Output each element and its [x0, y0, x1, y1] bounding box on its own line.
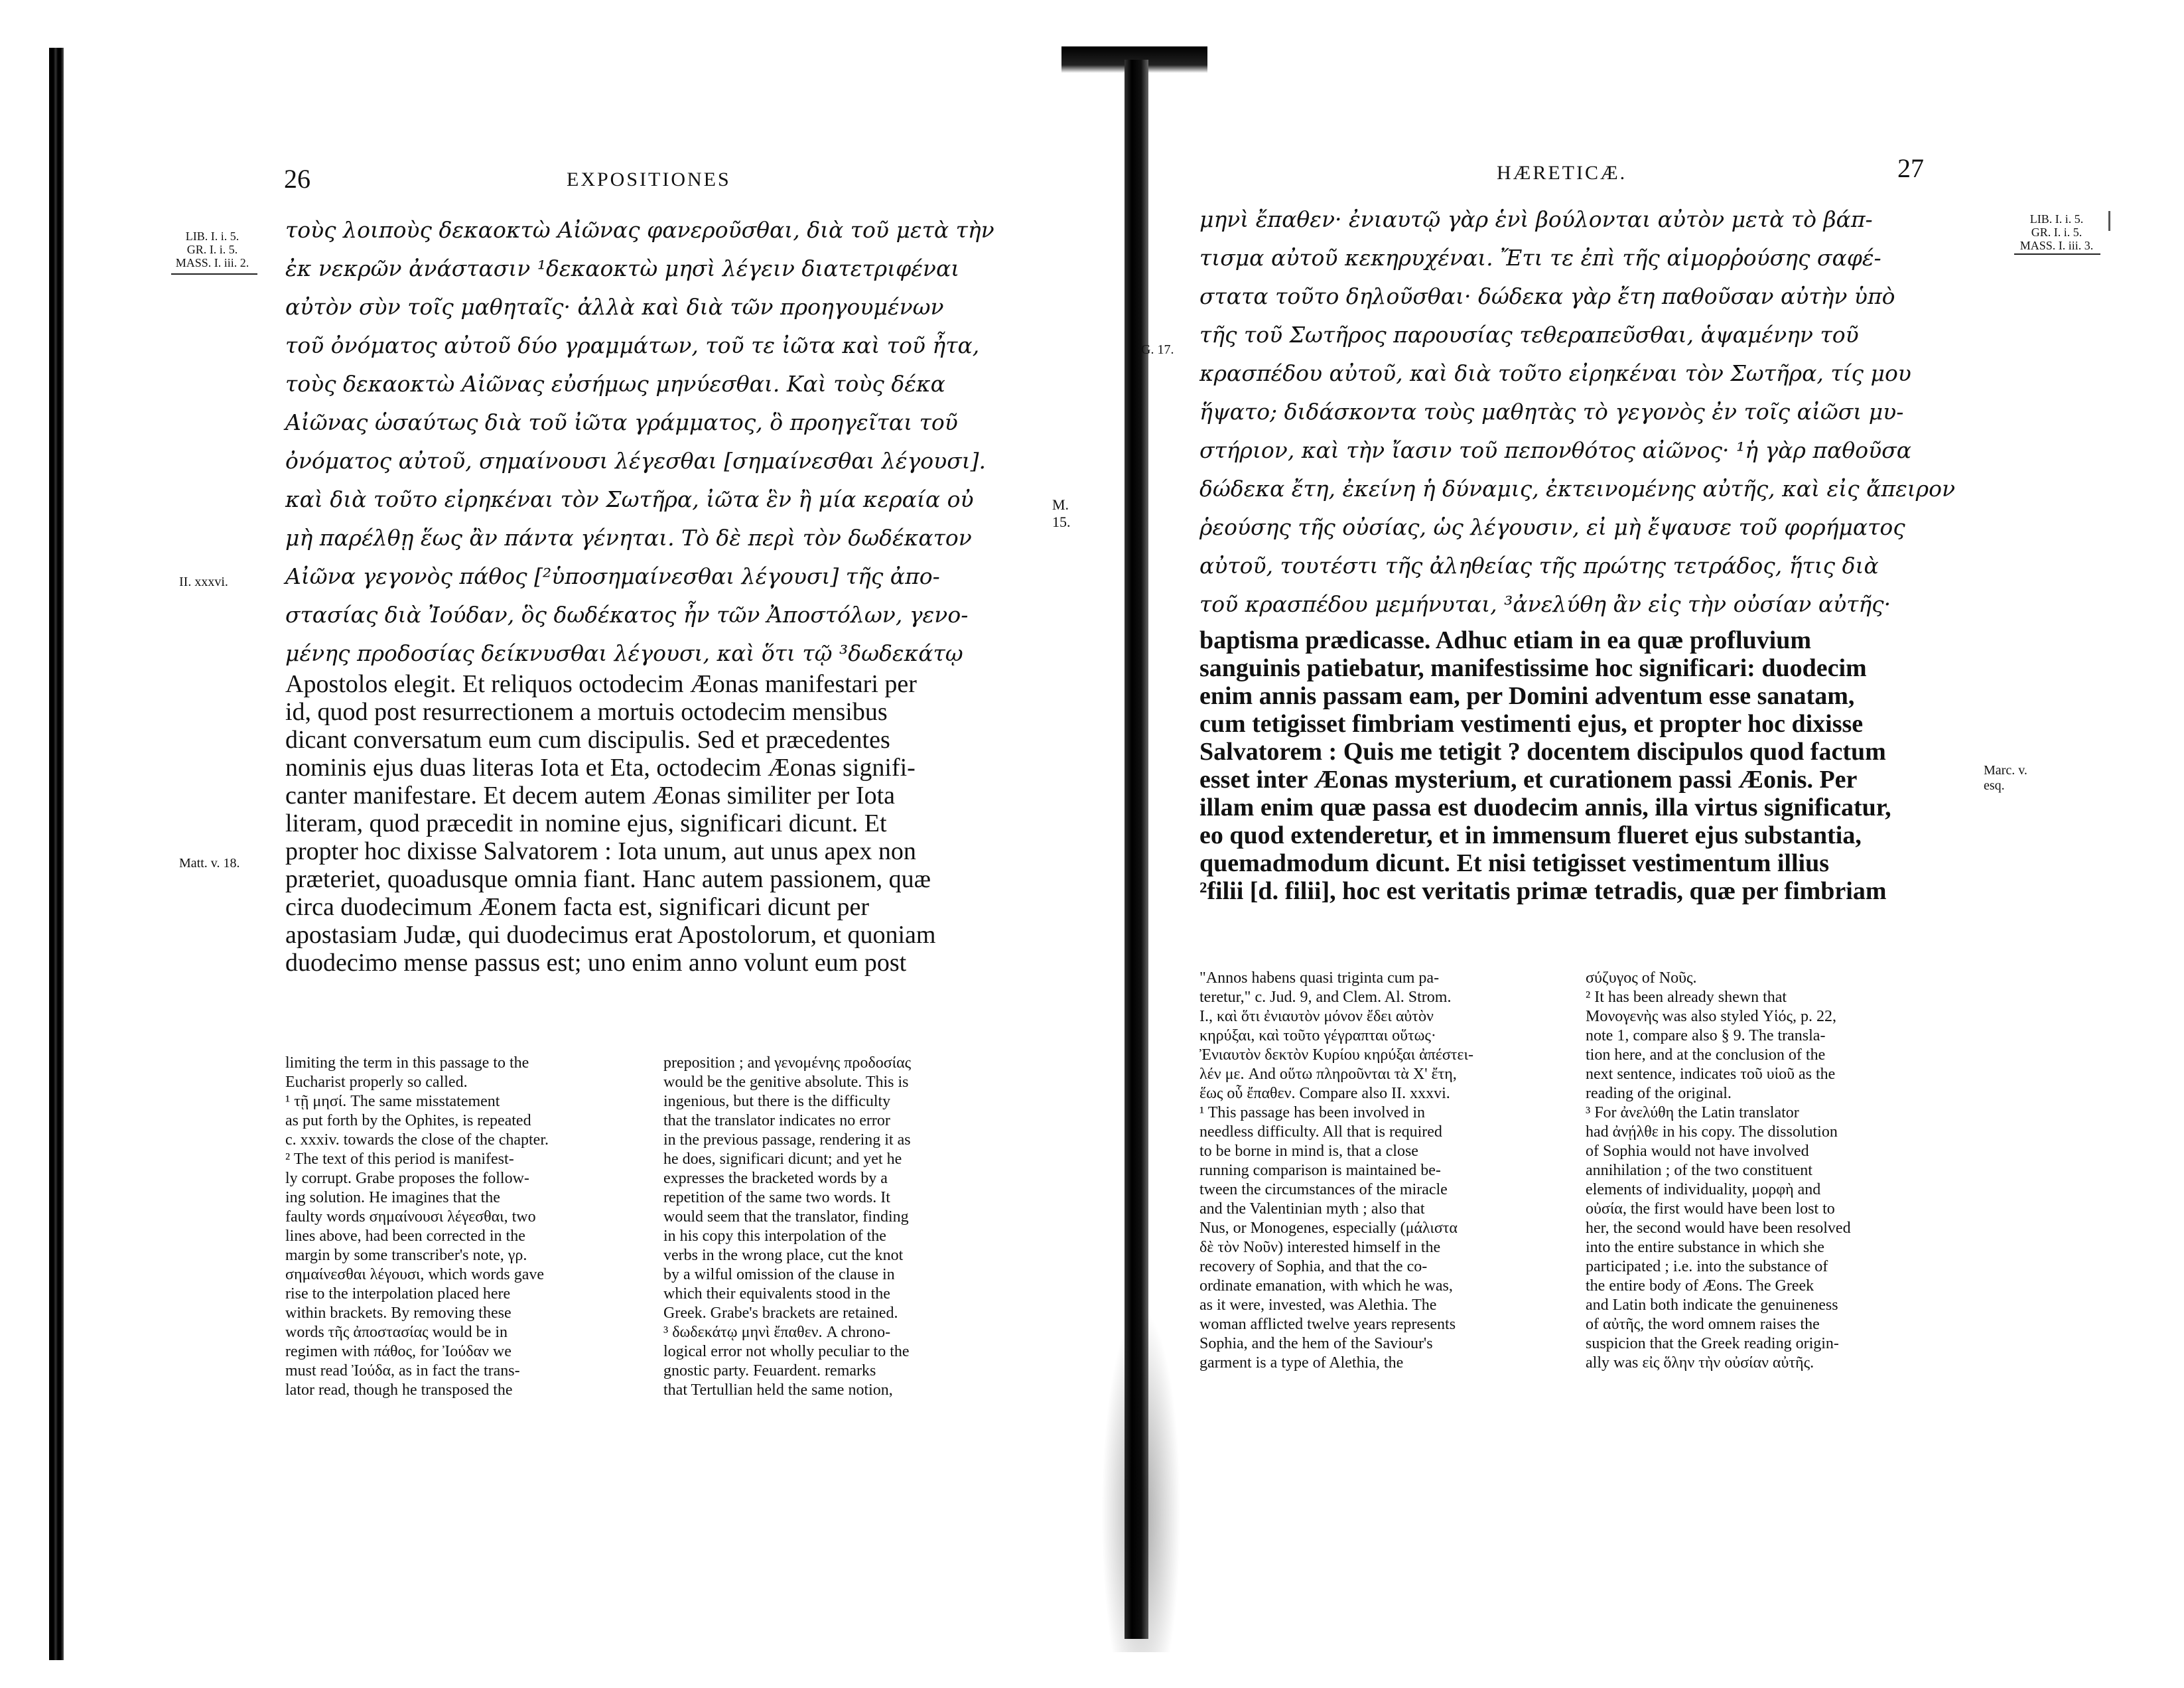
- margin-reference: LIB. I. i. 5. GR. I. i. 5. MASS. I. iii. 2.: [175, 230, 249, 269]
- greek-line: ῥεούσης τῆς οὐσίας, ὡς λέγουσιν, εἰ μὴ ἔψαυσε τοῦ φορήματος: [1199, 514, 1905, 540]
- latin-line: canter manifestare. Et decem autem Æonas similiter per Iota: [285, 782, 896, 809]
- latin-line: nominis ejus duas literas Iota et Eta, octodecim Æonas signifi-: [285, 754, 916, 782]
- footnote-line: in his copy this interpolation of the: [663, 1228, 886, 1245]
- footnote-line: σημαίνεσθαι λέγουσι, which words gave: [285, 1266, 544, 1283]
- footnote-line: ordinate emanation, with which he was,: [1199, 1277, 1453, 1295]
- greek-line: αὐτὸν σὺν τοῖς μαθηταῖς· ἀλλὰ καὶ διὰ τῶν προηγουμένων: [285, 294, 944, 320]
- footnote-line: which their equivalents stood in the: [663, 1285, 890, 1302]
- greek-line: τῆς τοῦ Σωτῆρος παρουσίας τεθεραπεῦσθαι, ἁψαμένην τοῦ: [1199, 322, 1859, 348]
- footnote-line: he does, significari dicunt; and yet he: [663, 1151, 902, 1168]
- margin-note-m15: M. 15.: [1052, 496, 1071, 530]
- footnote-line: teretur," c. Jud. 9, and Clem. Al. Strom.: [1199, 989, 1452, 1006]
- footnote-line: ³ For ἀνελύθη the Latin translator: [1586, 1104, 1799, 1121]
- greek-line: ἥψατο; διδάσκοντα τοὺς μαθητὰς τὸ γεγονὸς ἐν τοῖς αἰῶσι μυ-: [1199, 399, 1904, 425]
- footnote-line: "Annos habens quasi triginta cum pa-: [1199, 969, 1440, 987]
- footnote-line: limiting the term in this passage to the: [285, 1054, 529, 1072]
- footnote-line: verbs in the wrong place, cut the knot: [663, 1247, 904, 1264]
- margin-note-ii-xxxvi: II. xxxvi.: [179, 575, 228, 589]
- latin-line: eo quod extenderetur, et in immensum flueret ejus substantia,: [1199, 821, 1862, 849]
- footnote-line: as put forth by the Ophites, is repeated: [285, 1112, 531, 1129]
- footnote-line: of Sophia would not have involved: [1586, 1143, 1809, 1160]
- footnote-line: and the Valentinian myth ; also that: [1199, 1200, 1425, 1218]
- footnote-line: the entire body of Æons. The Greek: [1586, 1277, 1814, 1295]
- footnote-line: I., καὶ ὅτι ἐνιαυτὸν μόνον ἔδει αὐτὸν: [1199, 1008, 1434, 1025]
- greek-text-block: [1199, 200, 1955, 624]
- footnote-line: ing solution. He imagines that the: [285, 1189, 500, 1206]
- footnote-line: gnostic party. Feuardent. remarks: [663, 1362, 876, 1379]
- footnote-line: rise to the interpolation placed here: [285, 1285, 511, 1302]
- footnote-line: in the previous passage, rendering it as: [663, 1131, 911, 1149]
- footnote-line: had ἀνῄλθε in his copy. The dissolution: [1586, 1123, 1838, 1141]
- footnote-line: σύζυγος of Νοῦς.: [1586, 969, 1697, 987]
- latin-line: Apostolos elegit. Et reliquos octodecim Æonas manifestari per: [285, 670, 917, 698]
- footnote-line: reading of the original.: [1586, 1085, 1732, 1102]
- latin-line: baptisma prædicasse. Adhuc etiam in ea quæ profluvium: [1199, 626, 1811, 654]
- footnote-line: that the translator indicates no error: [663, 1112, 890, 1129]
- margin-note-matt: Matt. v. 18.: [179, 856, 240, 871]
- footnote-line: suspicion that the Greek reading origin-: [1586, 1335, 1839, 1352]
- latin-line: literam, quod præcedit in nomine ejus, significari dicunt. Et: [285, 809, 887, 837]
- margin-note-g17: G. 17.: [1141, 342, 1174, 357]
- greek-line: κρασπέδου αὐτοῦ, καὶ διὰ τοῦτο εἰρηκέναι τὸν Σωτῆρα, τίς μου: [1199, 360, 1911, 386]
- footnote-line: ally was εἰς ὅλην τὴν οὐσίαν αὐτῆς.: [1586, 1354, 1814, 1372]
- greek-line: αὐτοῦ, τουτέστι τῆς ἀληθείας τῆς πρώτης τετράδος, ἥτις διὰ: [1199, 553, 1879, 579]
- footnote-line: Μονογενὴς was also styled Υἱός, p. 22,: [1586, 1008, 1836, 1025]
- footnote-line: annihilation ; of the two constituent: [1586, 1162, 1812, 1179]
- footnote-line: ingenious, but there is the difficulty: [663, 1093, 891, 1110]
- latin-line: cum tetigisset fimbriam vestimenti ejus, et propter hoc dixisse: [1199, 710, 1864, 738]
- latin-line: quemadmodum dicunt. Et nisi tetigisset vestimentum illius: [1199, 849, 1830, 877]
- latin-line: illam enim quæ passa est duodecim annis, illa virtus significatur,: [1199, 794, 1891, 821]
- footnote-line: by a wilful omission of the clause in: [663, 1266, 895, 1283]
- footnote-line: lines above, had been corrected in the: [285, 1228, 525, 1245]
- greek-line: Αἰῶνας ὡσαύτως διὰ τοῦ ἰῶτα γράμματος, ὃ προηγεῖται τοῦ: [285, 409, 958, 435]
- left-spine-shadow: [49, 48, 64, 1660]
- footnote-line: lator read, though he transposed the: [285, 1381, 513, 1399]
- latin-text-block: [285, 670, 936, 977]
- footnote-line: ἕως οὗ ἔπαθεν. Compare also II. xxxvi.: [1199, 1085, 1450, 1102]
- footnote-line: note 1, compare also § 9. The transla-: [1586, 1027, 1826, 1044]
- greek-line: μηνὶ ἔπαθεν· ἐνιαυτῷ γὰρ ἑνὶ βούλονται αὐτὸν μετὰ τὸ βάπ-: [1199, 206, 1873, 232]
- footnote-line: running comparison is maintained be-: [1199, 1162, 1441, 1179]
- greek-line: στασίας διὰ Ἰούδαν, ὃς δωδέκατος ἦν τῶν Ἀποστόλων, γενο-: [285, 602, 969, 628]
- greek-text-block: [285, 211, 994, 673]
- footnote-line: participated ; i.e. into the substance of: [1586, 1258, 1828, 1275]
- latin-text-block: [1199, 626, 1891, 905]
- footnote-line: into the entire substance in which she: [1586, 1239, 1824, 1256]
- footnote-line: tween the circumstances of the miracle: [1199, 1181, 1448, 1198]
- footnote-line: ² It has been already shewn that: [1586, 989, 1787, 1006]
- footnote-line: c. xxxiv. towards the close of the chapter.: [285, 1131, 549, 1149]
- footnotes-column-1: [1199, 969, 1473, 1373]
- greek-line: τοὺς λοιποὺς δεκαοκτὼ Αἰῶνας φανεροῦσθαι, διὰ τοῦ μετὰ τὴν: [285, 217, 994, 243]
- footnote-line: tion here, and at the conclusion of the: [1586, 1046, 1826, 1064]
- latin-line: id, quod post resurrectionem a mortuis octodecim mensibus: [285, 698, 888, 726]
- footnote-line: repetition of the same two words. It: [663, 1189, 890, 1206]
- footnote-line: ¹ τῇ μησί. The same misstatement: [285, 1093, 500, 1110]
- greek-line: καὶ διὰ τοῦτο εἰρηκέναι τὸν Σωτῆρα, ἰῶτα ἓν ἢ μία κεραία οὐ: [285, 486, 974, 512]
- footnote-line: regimen with πάθος, for Ἰούδαν we: [285, 1343, 512, 1360]
- greek-line: τοὺς δεκαοκτὼ Αἰῶνας εὐσήμως μηνύεσθαι. Καὶ τοὺς δέκα: [285, 371, 945, 397]
- latin-line: Salvatorem : Quis me tetigit ? docentem discipulos quod factum: [1199, 738, 1886, 766]
- greek-line: μὴ παρέλθῃ ἕως ἂν πάντα γένηται. Τὸ δὲ περὶ τὸν δωδέκατον: [285, 525, 972, 551]
- footnote-line: would seem that the translator, finding: [663, 1208, 909, 1226]
- footnotes-column-2: [663, 1054, 911, 1400]
- footnote-line: next sentence, indicates τοῦ υἱοῦ as the: [1586, 1066, 1836, 1083]
- footnote-line: ² The text of this period is manifest-: [285, 1151, 514, 1168]
- footnote-line: Sophia, and the hem of the Saviour's: [1199, 1335, 1433, 1352]
- footnote-line: Eucharist properly so called.: [285, 1074, 468, 1091]
- footnote-line: Greek. Grabe's brackets are retained.: [663, 1304, 898, 1322]
- greek-line: ἐκ νεκρῶν ἀνάστασιν ¹δεκαοκτὼ μησὶ λέγειν διατετριφέναι: [285, 255, 960, 281]
- footnote-line: οὐσία, the first would have been lost to: [1586, 1200, 1835, 1218]
- footnote-line: Nus, or Monogenes, especially (μάλιστα: [1199, 1220, 1458, 1237]
- footnote-line: margin by some transcriber's note, γρ.: [285, 1247, 527, 1264]
- center-gutter-shadow: [1061, 46, 1207, 1665]
- latin-line: dicant conversatum eum cum discipulis. Sed et præcedentes: [285, 726, 890, 754]
- right-edge-mark: [2108, 211, 2110, 231]
- footnote-line: expresses the bracketed words by a: [663, 1170, 888, 1187]
- footnote-line: woman afflicted twelve years represents: [1199, 1316, 1456, 1333]
- footnote-line: must read Ἰούδα, as in fact the trans-: [285, 1362, 520, 1379]
- footnote-line: as it were, invested, was Alethia. The: [1199, 1297, 1437, 1314]
- footnote-line: garment is a type of Alethia, the: [1199, 1354, 1404, 1372]
- greek-line: ὀνόματος αὐτοῦ, σημαίνουσι λέγεσθαι [σημαίνεσθαι λέγουσι].: [285, 448, 987, 474]
- footnote-line: κηρύξαι, καὶ τοῦτο γέγραπται οὕτως·: [1199, 1027, 1436, 1044]
- footnote-line: within brackets. By removing these: [285, 1304, 512, 1322]
- footnote-line: to be borne in mind is, that a close: [1199, 1143, 1418, 1160]
- greek-line: τοῦ ὀνόματος αὐτοῦ δύο γραμμάτων, τοῦ τε ἰῶτα καὶ τοῦ ἦτα,: [285, 332, 980, 358]
- margin-rule: [171, 273, 257, 275]
- greek-line: μένης προδοσίας δείκνυσθαι λέγουσι, καὶ ὅτι τῷ ³δωδεκάτῳ: [285, 640, 963, 666]
- footnote-line: her, the second would have been resolved: [1586, 1220, 1851, 1237]
- margin-rule: [2014, 253, 2100, 255]
- footnote-line: δὲ τὸν Νοῦν) interested himself in the: [1199, 1239, 1441, 1256]
- running-head: HÆRETICÆ.: [1497, 162, 1627, 184]
- footnote-line: ³ δωδεκάτῳ μηνὶ ἔπαθεν. A chrono-: [663, 1324, 891, 1341]
- latin-line: enim annis passam eam, per Domini adventum esse sanatam,: [1199, 682, 1855, 710]
- footnote-line: λέν με. And οὕτω πληροῦνται τὰ Χ' ἔτη,: [1199, 1066, 1457, 1083]
- footnote-line: would be the genitive absolute. This is: [663, 1074, 909, 1091]
- latin-line: sanguinis patiebatur, manifestissime hoc significari: duodecim: [1199, 654, 1867, 682]
- footnote-line: ¹ This passage has been involved in: [1199, 1104, 1426, 1121]
- footnote-line: and Latin both indicate the genuineness: [1586, 1297, 1838, 1314]
- margin-note-marc: Marc. v. esq.: [1984, 763, 2027, 793]
- greek-line: στατα τοῦτο δηλοῦσθαι· δώδεκα γὰρ ἔτη παθοῦσαν αὐτὴν ὑπὸ: [1199, 283, 1895, 309]
- latin-line: ²filii [d. filii], hoc est veritatis primæ tetradis, quæ per fimbriam: [1199, 877, 1887, 905]
- latin-line: præteriet, quoadusque omnia fiant. Hanc autem passionem, quæ: [285, 865, 931, 893]
- footnote-line: of αὐτῆς, the word omnem raises the: [1586, 1316, 1820, 1333]
- footnote-line: logical error not wholly peculiar to the: [663, 1343, 910, 1360]
- footnote-line: words τῆς ἀποστασίας would be in: [285, 1324, 508, 1341]
- margin-reference: LIB. I. i. 5. GR. I. i. 5. MASS. I. iii. 3.: [2019, 212, 2094, 252]
- latin-line: apostasiam Judæ, qui duodecimus erat Apostolorum, et quoniam: [285, 921, 936, 949]
- page-number: 26: [284, 164, 310, 194]
- running-head: EXPOSITIONES: [567, 169, 731, 190]
- footnotes-column-1: [285, 1054, 549, 1400]
- latin-line: propter hoc dixisse Salvatorem : Iota unum, aut unus apex non: [285, 837, 916, 865]
- latin-line: esset inter Æonas mysterium, et curationem passi Æonis. Per: [1199, 766, 1858, 794]
- footnote-line: that Tertullian held the same notion,: [663, 1381, 893, 1399]
- greek-line: δώδεκα ἔτη, ἐκείνη ἡ δύναμις, ἐκτεινομένης αὐτῆς, καὶ εἰς ἄπειρον: [1199, 476, 1956, 502]
- footnote-line: elements of individuality, μορφὴ and: [1586, 1181, 1821, 1198]
- latin-line: duodecimo mense passus est; uno enim anno volunt eum post: [285, 949, 907, 977]
- footnote-line: Ἐνιαυτὸν δεκτὸν Κυρίου κηρύξαι ἀπέστει-: [1199, 1046, 1473, 1064]
- greek-line: Αἰῶνα γεγονὸς πάθος [²ὑποσημαίνεσθαι λέγουσι] τῆς ἀπο-: [285, 563, 940, 589]
- greek-line: τοῦ κρασπέδου μεμήνυται, ³ἀνελύθη ἂν εἰς τὴν οὐσίαν αὐτῆς·: [1199, 591, 1891, 617]
- page-number: 27: [1897, 153, 1924, 183]
- footnote-line: ly corrupt. Grabe proposes the follow-: [285, 1170, 529, 1187]
- footnote-line: faulty words σημαίνουσι λέγεσθαι, two: [285, 1208, 536, 1226]
- greek-line: στήριον, καὶ τὴν ἴασιν τοῦ πεπονθότος αἰῶνος· ¹ἡ γὰρ παθοῦσα: [1199, 437, 1911, 463]
- footnotes-column-2: [1586, 969, 1851, 1373]
- footnote-line: preposition ; and γενομένης προδοσίας: [663, 1054, 912, 1072]
- greek-line: τισμα αὐτοῦ κεκηρυχέναι. Ἔτι τε ἐπὶ τῆς αἱμορῥούσης σαφέ-: [1199, 245, 1881, 271]
- footnote-line: needless difficulty. All that is required: [1199, 1123, 1442, 1141]
- footnote-line: recovery of Sophia, and that the co-: [1199, 1258, 1428, 1275]
- latin-line: circa duodecimum Æonem facta est, significari dicunt per: [285, 893, 870, 921]
